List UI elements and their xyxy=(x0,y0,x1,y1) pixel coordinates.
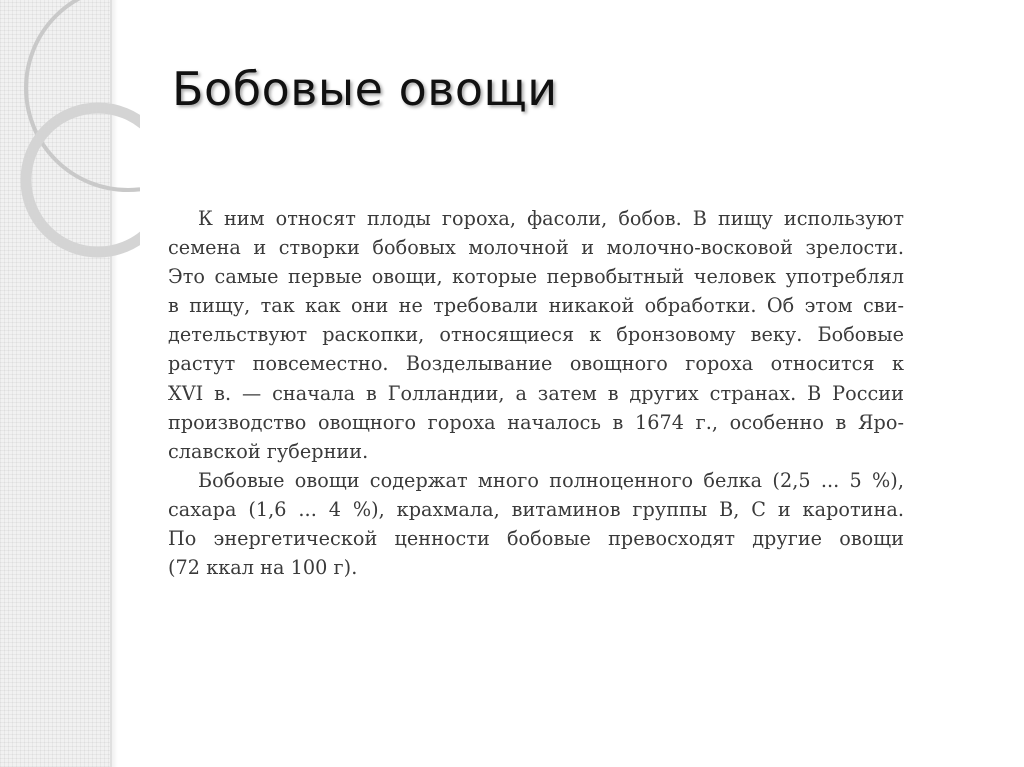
text-line: (72 ккал на 100 г). xyxy=(168,556,358,580)
band-shadow xyxy=(112,0,118,767)
text-line: Бобовые овощи содержат много полноценного белка (2,5 ... 5 %), xyxy=(198,468,904,492)
text-line: славской губернии. xyxy=(168,439,369,463)
text-line: XVI в. — сначала в Голландии, а затем в других странах. В России xyxy=(168,381,904,405)
side-pattern-band xyxy=(0,0,112,767)
text-line: детельствуют раскопки, относящиеся к бронзовому веку. Бобовые xyxy=(168,323,904,347)
text-line: в пищу, так как они не требовали никакой обработки. Об этом сви- xyxy=(168,294,904,318)
text-line: По энергетической ценности бобовые превосходят другие овощи xyxy=(168,527,904,551)
text-line: производство овощного гороха началось в 1674 г., особенно в Яро- xyxy=(168,410,904,434)
text-line: Это самые первые овощи, которые первобытный человек употреблял xyxy=(168,265,904,289)
slide-title: Бобовые овощи xyxy=(172,62,558,116)
text-line: К ним относят плоды гороха, фасоли, бобов. В пищу используют xyxy=(198,207,904,230)
body-text xyxy=(168,204,904,582)
text-line: сахара (1,6 ... 4 %), крахмала, витаминов группы В, С и каротина. xyxy=(168,497,904,521)
text-line: растут повсеместно. Возделывание овощного гороха относится к xyxy=(168,352,904,376)
text-line: семена и створки бобовых молочной и молочно-восковой зрелости. xyxy=(168,236,904,260)
